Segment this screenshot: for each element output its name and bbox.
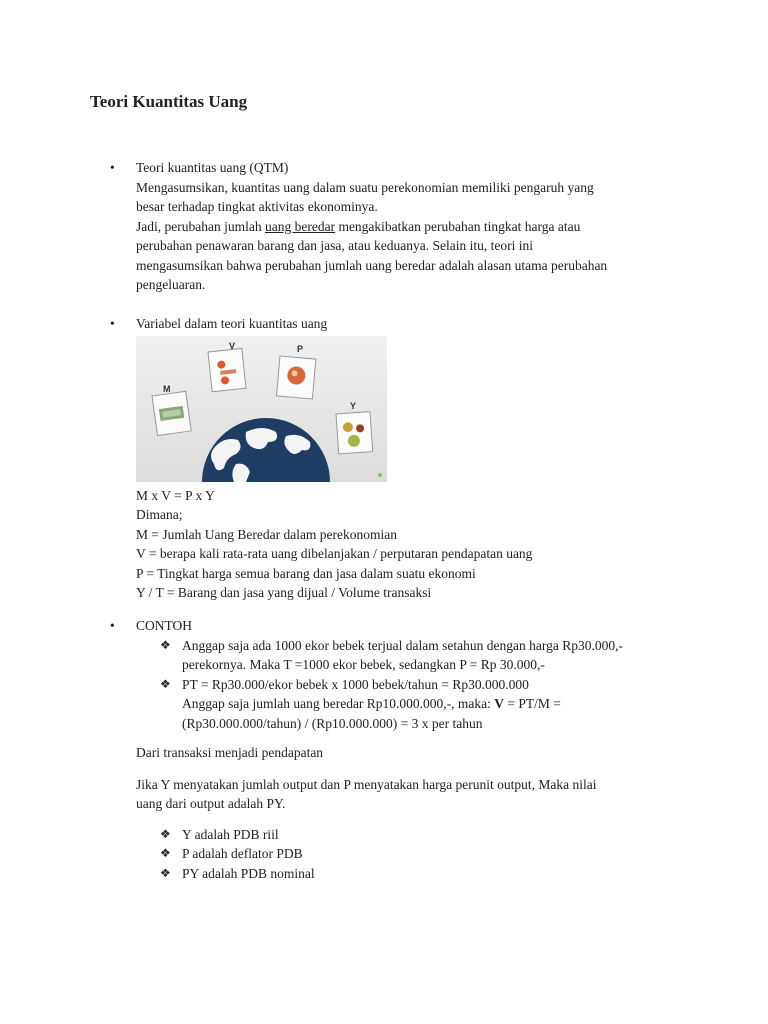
diamond-bullet-icon: ❖ [160,865,171,880]
definition-label: Dimana; [136,507,183,522]
example-line: PT = Rp30.000/ekor bebek x 1000 bebek/tahun = Rp30.000.000 [182,676,529,692]
diamond-bullet-icon: ❖ [160,637,171,652]
example-line: Anggap saja jumlah uang beredar Rp10.000.000,-, maka: V = PT/M = [182,696,561,711]
v-card [208,348,246,391]
bullet-icon: • [110,316,115,331]
example-item [160,636,670,675]
example-line: Anggap saja ada 1000 ekor bebek terjual dalam setahun dengan harga Rp30.000,- [182,637,623,653]
example-line: (Rp30.000.000/tahun) / (Rp10.000.000) = 3 x per tahun [182,715,483,731]
section-heading: Variabel dalam teori kuantitas uang [136,316,328,331]
bullet-icon: • [110,618,115,633]
p-label: P [297,343,304,354]
paragraph-line: pengeluaran. [136,277,206,292]
y-label: Y [350,400,357,411]
quantity-theory-illustration [136,336,387,482]
diamond-bullet-icon: ❖ [160,846,171,860]
uang-beredar-link[interactable]: uang beredar [264,218,336,234]
paragraph-line: besar terhadap tingkat aktivitas ekonominya. [136,199,378,214]
formula: M x V = P x Y [136,487,215,503]
example-line: perekornya. Maka T =1000 ekor bebek, sedangkan P = Rp 30.000,- [182,657,545,672]
y-card [336,411,373,453]
paragraph-line: Jika Y menyatakan jumlah output dan P menyatakan harga perunit output, Maka nilai [136,776,597,792]
definition-v: V = berapa kali rata-rata uang dibelanjakan / perputaran pendapatan uang [136,546,533,561]
definition-m: M = Jumlah Uang Beredar dalam perekonomian [136,526,398,542]
example-item [160,675,670,734]
section-qtm [110,158,670,295]
section-contoh [110,616,670,883]
definition-p: P = Tingkat harga semua barang dan jasa dalam suatu ekonomi [136,565,476,581]
diamond-bullet-icon: ❖ [160,676,171,691]
list-item: ❖ Y adalah PDB riil [160,825,670,845]
section-heading: CONTOH [136,618,193,633]
v-label: V [229,340,236,351]
paragraph: Dari transaksi menjadi pendapatan [136,745,324,760]
paragraph-line: perubahan penawaran barang dan jasa, atau keduanya. Selain itu, teori ini [136,238,533,253]
section-heading: Teori kuantitas uang (QTM) [136,160,289,175]
definition-y: Y / T = Barang dan jasa yang dijual / Volume transaksi [136,585,432,600]
list-item: ❖ PY adalah PDB nominal [160,864,670,884]
m-label: M [163,383,171,394]
bullet-icon: • [110,160,115,175]
page-title: Teori Kuantitas Uang [90,92,248,111]
paragraph-line: mengasumsikan bahwa perubahan jumlah uang beredar adalah alasan utama perubahan [136,257,608,273]
section-variables [110,314,670,603]
diamond-bullet-icon: ❖ [160,826,171,841]
paragraph-line: Mengasumsikan, kuantitas uang dalam suatu perekonomian memiliki pengaruh yang [136,179,594,195]
m-card [152,391,191,435]
p-card [277,356,316,399]
list-item: ❖ P adalah deflator PDB [160,844,670,864]
pdb-list [136,825,670,884]
paragraph-line: Jadi, perubahan jumlah uang beredar mengakibatkan perubahan tingkat harga atau [136,218,581,234]
paragraph-line: uang dari output adalah PY. [136,796,286,811]
